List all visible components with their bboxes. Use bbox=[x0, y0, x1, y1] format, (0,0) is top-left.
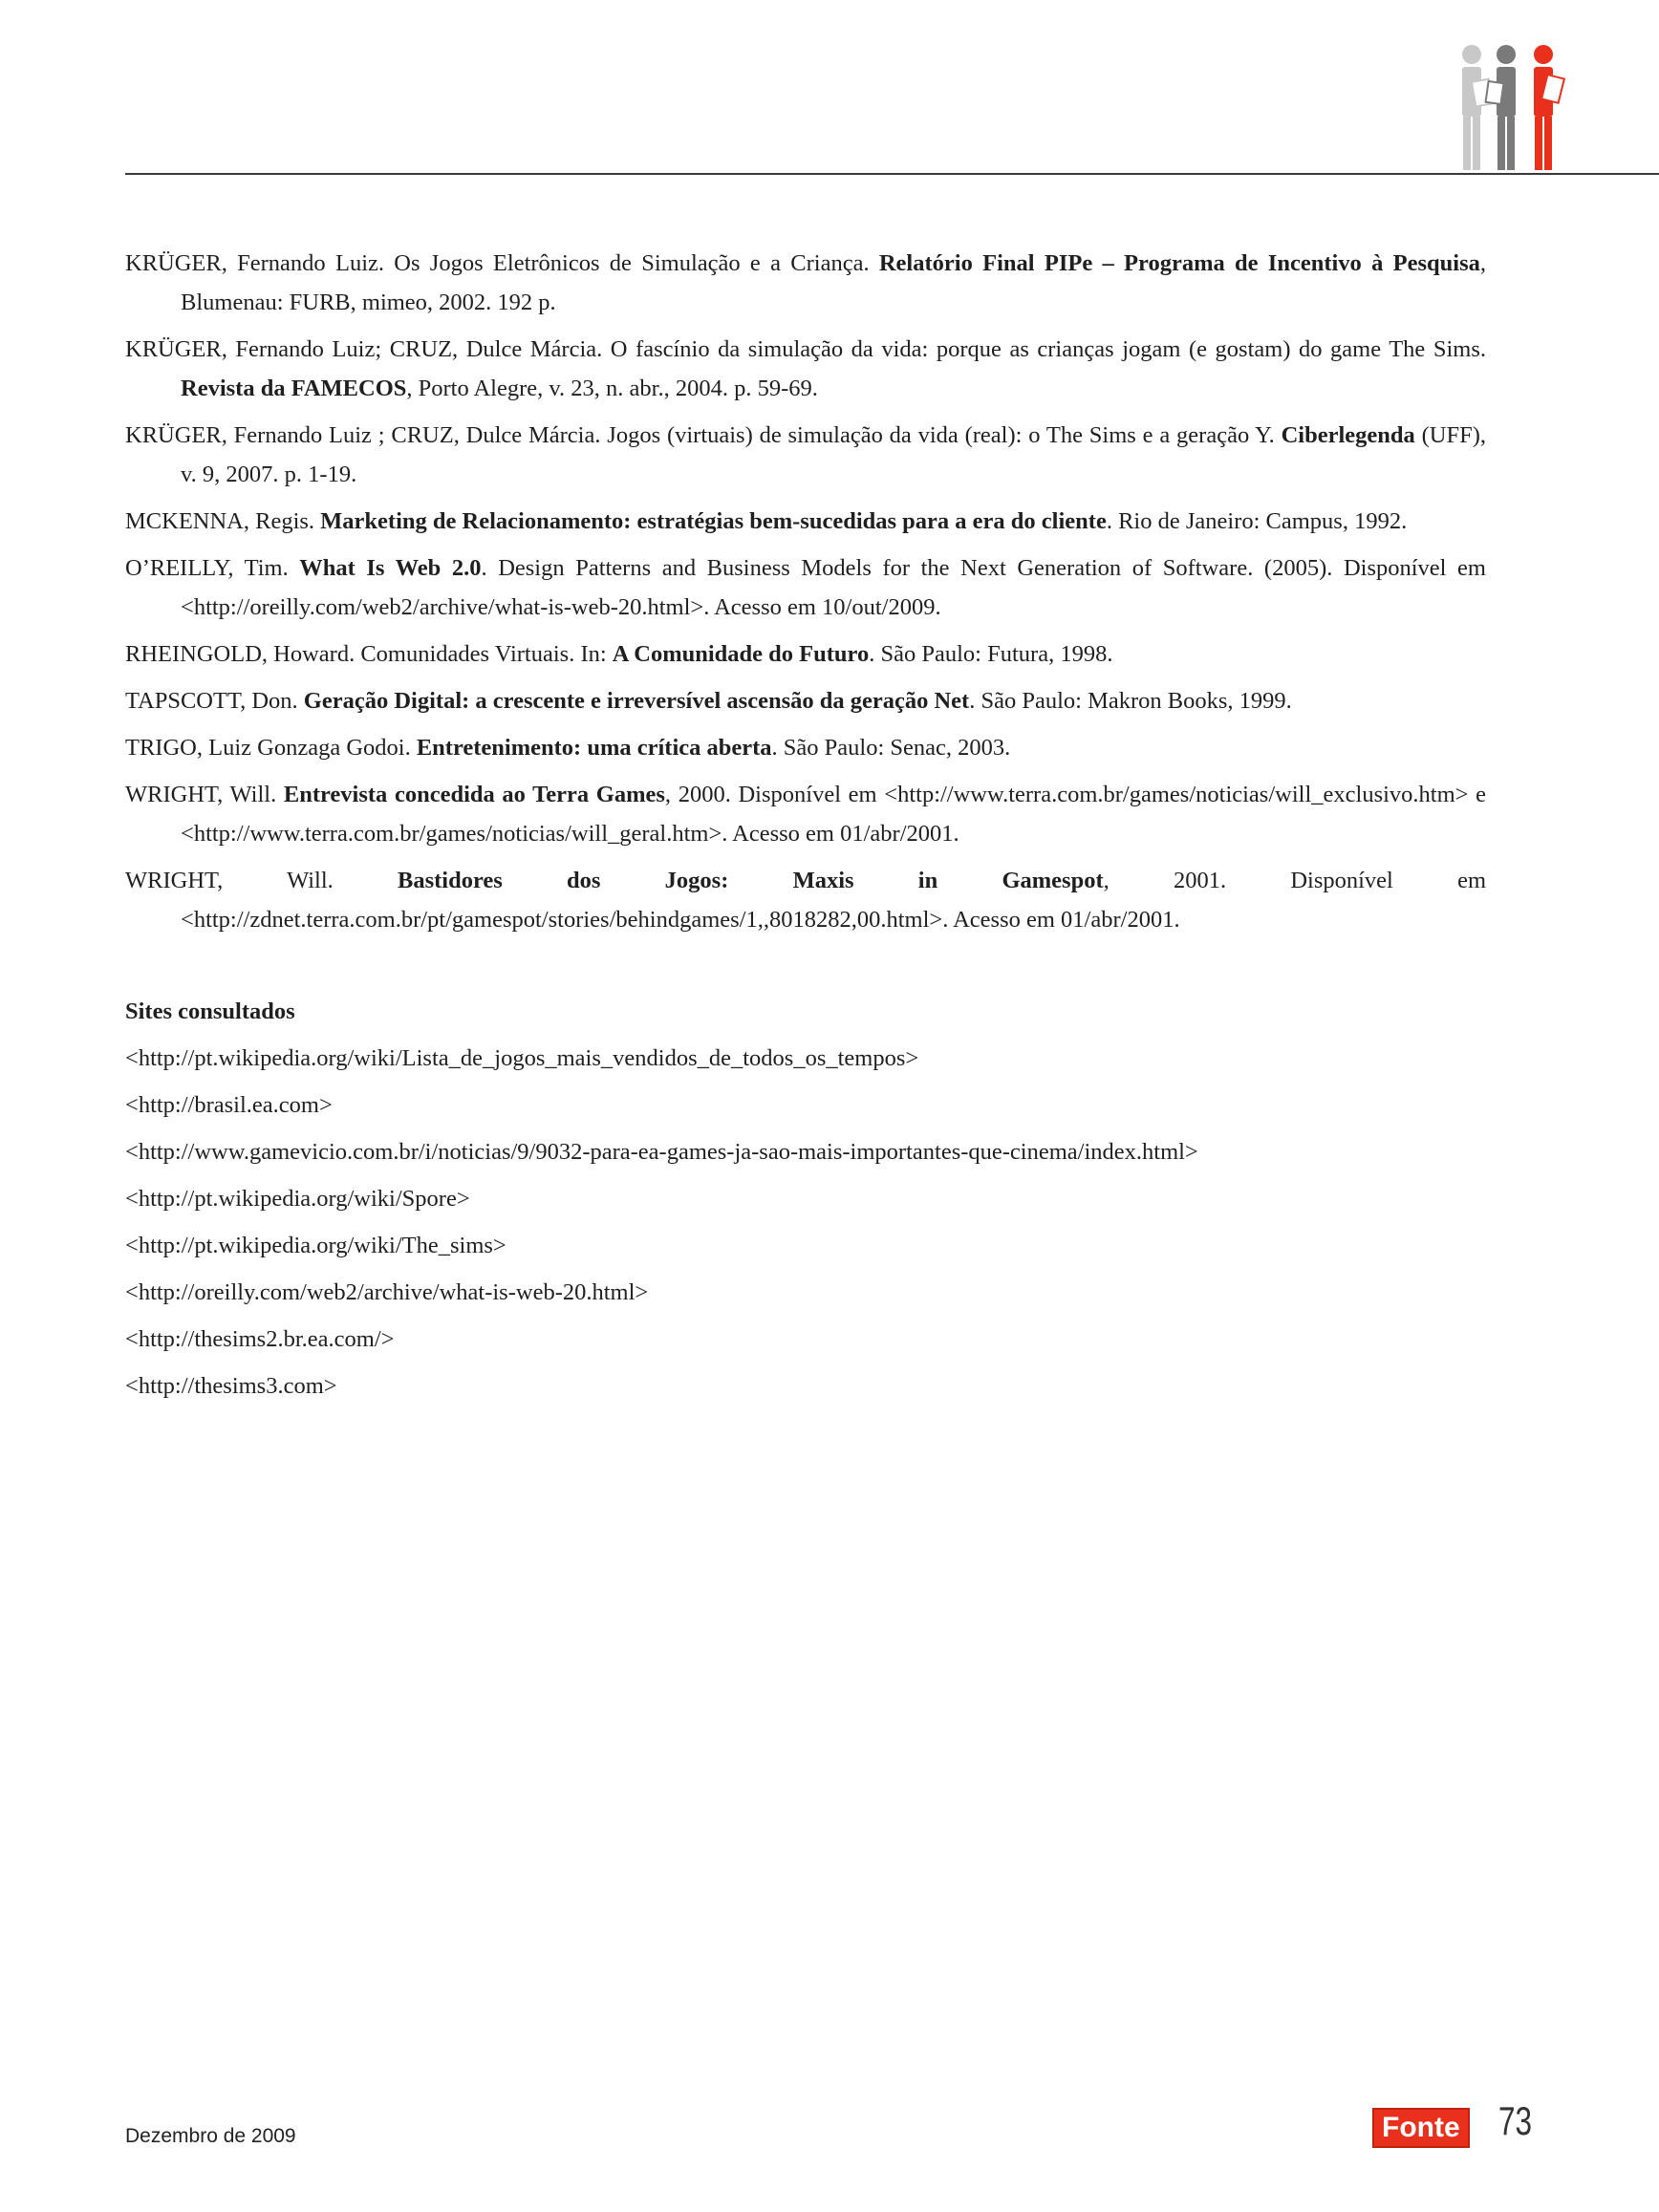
reference-entry: TRIGO, Luiz Gonzaga Godoi. Entretenimento: uma crítica aberta. São Paulo: Senac, 2003. bbox=[125, 735, 1011, 761]
three-people-icon bbox=[1449, 40, 1583, 174]
reference-list bbox=[125, 244, 1486, 947]
site-link[interactable]: <http://brasil.ea.com> bbox=[125, 1092, 333, 1118]
sites-heading: Sites consultados bbox=[125, 999, 295, 1024]
site-link[interactable]: <http://pt.wikipedia.org/wiki/Lista_de_jogos_mais_vendidos_de_todos_os_tempos> bbox=[125, 1045, 919, 1071]
reference-entry: WRIGHT, Will. Entrevista concedida ao Terra Games, 2000. Disponível em <http://www.terra.com.br/games/noticias/will_exclusivo.htm> e <http://www.terra.com.br/games/noticias/will_geral.htm>. Acesso em 01/abr/2001. bbox=[125, 782, 1487, 847]
page-number: 73 bbox=[1498, 2098, 1533, 2143]
site-link[interactable]: <http://oreilly.com/web2/archive/what-is-web-20.html> bbox=[125, 1279, 649, 1305]
reference-entry: KRÜGER, Fernando Luiz; CRUZ, Dulce Márcia. O fascínio da simulação da vida: porque as crianças jogam (e gostam) do game The Sims. Revista da FAMECOS, Porto Alegre, v. 23, n. abr., 2004. p. 59-69. bbox=[125, 336, 1486, 401]
reference-entry: RHEINGOLD, Howard. Comunidades Virtuais. In: A Comunidade do Futuro. São Paulo: Futura, 1998. bbox=[125, 641, 1113, 667]
site-link[interactable]: <http://www.gamevicio.com.br/i/noticias/9/9032-para-ea-games-ja-sao-mais-importantes-que-cinema/index.html> bbox=[125, 1139, 1198, 1165]
reference-entry: TAPSCOTT, Don. Geração Digital: a crescente e irreversível ascensão da geração Net. São Paulo: Makron Books, 1999. bbox=[125, 688, 1292, 714]
reference-entry: KRÜGER, Fernando Luiz ; CRUZ, Dulce Márcia. Jogos (virtuais) de simulação da vida (real): o The Sims e a geração Y. Ciberlegenda (UFF), v. 9, 2007. p. 1-19. bbox=[125, 422, 1486, 487]
reference-entry: WRIGHT, Will. Bastidores dos Jogos: Maxis in Gamespot, 2001. Disponível em <http://zdnet.terra.com.br/pt/gamespot/stories/behindgames/1,,8018282,00.html>. Acesso em 01/abr/2001. bbox=[125, 868, 1486, 933]
site-link[interactable]: <http://thesims3.com> bbox=[125, 1373, 337, 1399]
reference-entry: KRÜGER, Fernando Luiz. Os Jogos Eletrônicos de Simulação e a Criança. Relatório Final PIPe – Programa de Incentivo à Pesquisa, Blumenau: FURB, mimeo, 2002. 192 p. bbox=[125, 250, 1486, 315]
reference-entry: MCKENNA, Regis. Marketing de Relacionamento: estratégias bem-sucedidas para a era do cliente. Rio de Janeiro: Campus, 1992. bbox=[125, 508, 1408, 534]
sites-section bbox=[125, 992, 1486, 1413]
footer-date: Dezembro de 2009 bbox=[125, 2125, 296, 2147]
magazine-logo: Fonte bbox=[1372, 2108, 1470, 2148]
header-rule bbox=[125, 173, 1659, 175]
site-link[interactable]: <http://thesims2.br.ea.com/> bbox=[125, 1326, 395, 1352]
reference-entry: O’REILLY, Tim. What Is Web 2.0. Design Patterns and Business Models for the Next Generation of Software. (2005). Disponível em <http://oreilly.com/web2/archive/what-is-web-20.html>. Acesso em 10/out/2009. bbox=[125, 555, 1486, 620]
site-link[interactable]: <http://pt.wikipedia.org/wiki/The_sims> bbox=[125, 1233, 506, 1258]
site-link[interactable]: <http://pt.wikipedia.org/wiki/Spore> bbox=[125, 1186, 470, 1212]
